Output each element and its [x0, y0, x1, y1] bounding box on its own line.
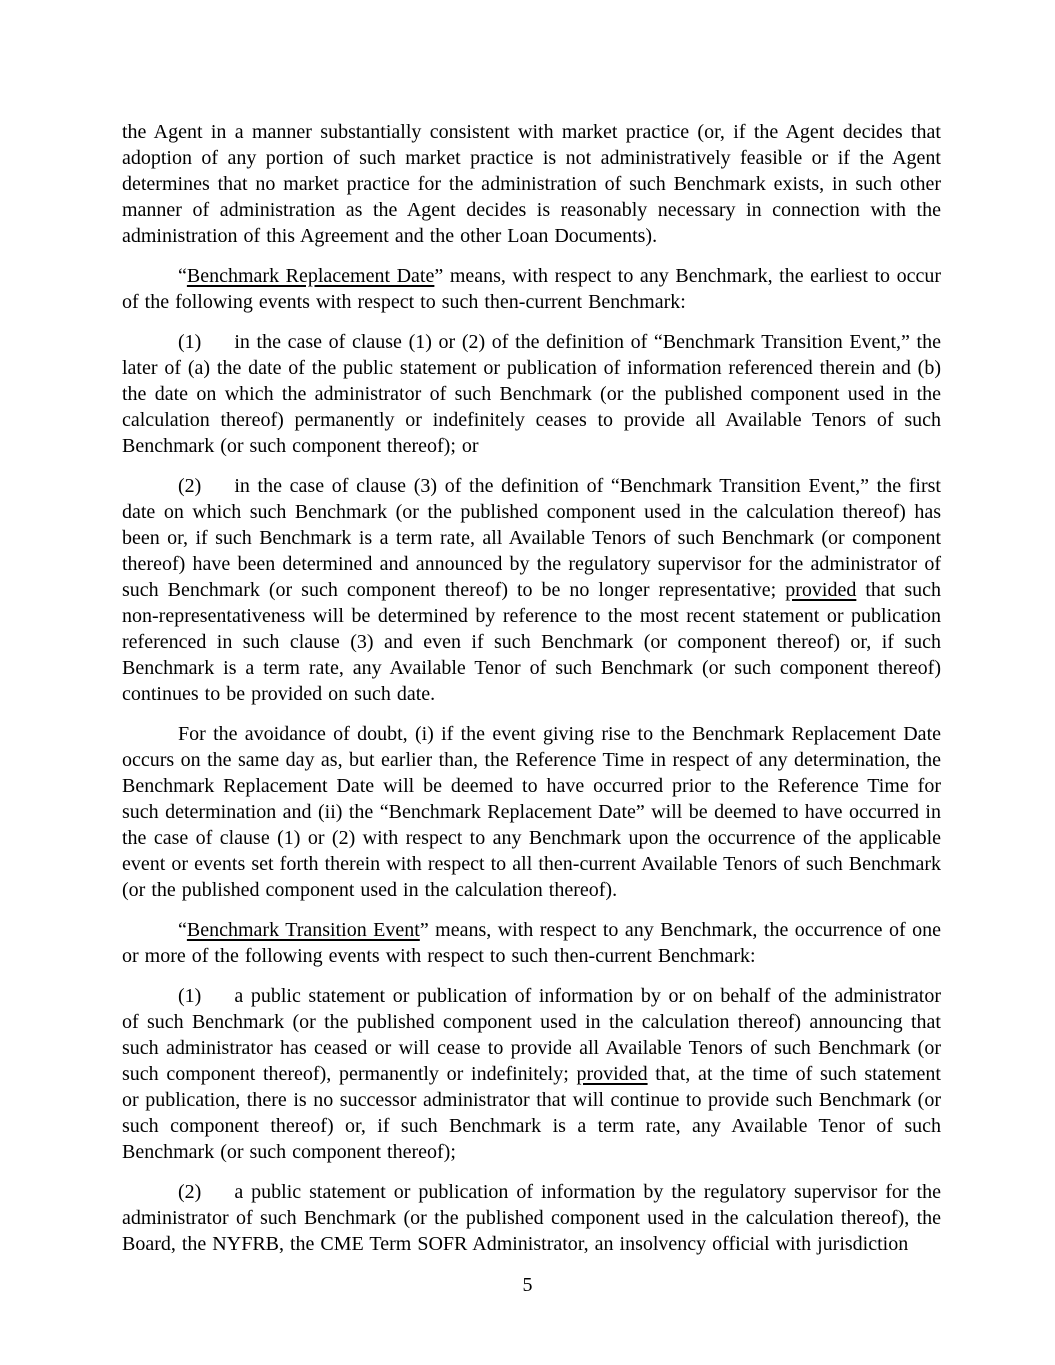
text-segment: the Agent in a manner substantially consistent with market practice (or, if the Agent decides that adoption of any portion of such market practice is not administratively feasible or if the Agent determines that no market practice for the administration of such Benchmark exists, in such other manner of administration as the Agent decides is reasonably necessary in connection with the administration of this Agreement and the other Loan Documents). [122, 121, 941, 247]
document-body [122, 119, 941, 1271]
paragraph [122, 263, 941, 315]
page-number: 5 [522, 1274, 533, 1296]
text-segment: that such non-representativeness will be determined by reference to the most recent statement or publication referenced in such clause (3) and even if such Benchmark (or component thereof) or, if such Benchmark is a term rate, any Available Tenor of such Benchmark (or such component thereof) continues to be provided on such date. [122, 579, 941, 705]
paragraph [122, 119, 941, 249]
numbered-paragraph [122, 473, 941, 707]
underlined-term: provided [785, 579, 857, 601]
paragraph [122, 917, 941, 969]
text-segment: in the case of clause (3) of the definition of “Benchmark Transition Event,” the first date on which such Benchmark (or the published component used in the calculation thereof) has been or, if such Benchmark is a term rate, all Available Tenors of such Benchmark (or component thereof) have been determined and announced by the regulatory supervisor for the administrator of such Benchmark (or such component thereof) to be no longer representative; [122, 475, 941, 601]
paragraph [122, 721, 941, 903]
text-segment: “ [178, 265, 187, 287]
text-segment: that, at the time of such statement or publication, there is no successor administrator that will continue to provide such Benchmark (or such component thereof) or, if such Benchmark is a term rate, any Available Tenor of such Benchmark (or such component thereof); [122, 1063, 941, 1163]
text-segment: For the avoidance of doubt, (i) if the event giving rise to the Benchmark Replacement Date occurs on the same day as, but earlier than, the Reference Time in respect of any determination, the Benchmark Replacement Date will be deemed to have occurred prior to the Reference Time for such determination and (ii) the “Benchmark Replacement Date” will be deemed to have occurred in the case of clause (1) or (2) with respect to any Benchmark upon the occurrence of the applicable event or events set forth therein with respect to all then-current Available Tenors of such Benchmark (or the published component used in the calculation thereof). [122, 723, 941, 901]
paragraph-number: (2) [178, 475, 202, 497]
text-segment: a public statement or publication of information by or on behalf of the administrator of such Benchmark (or the published component used in the calculation thereof) announcing that such administrator has ceased or will cease to provide all Available Tenors of such Benchmark (or such component thereof), permanently or indefinitely; [122, 985, 941, 1085]
numbered-paragraph [122, 1179, 941, 1257]
text-segment: ” means, with respect to any Benchmark, the earliest to occur of the following events with respect to such then-current Benchmark: [122, 265, 941, 313]
underlined-term: Benchmark Replacement Date [186, 265, 435, 287]
text-segment: “ [178, 919, 187, 941]
paragraph-number: (2) [178, 1181, 202, 1203]
underlined-term: Benchmark Transition Event [186, 919, 420, 941]
text-segment: ” means, with respect to any Benchmark, the occurrence of one or more of the following events with respect to such then-current Benchmark: [122, 919, 941, 967]
paragraph-number: (1) [178, 985, 202, 1007]
paragraph-number: (1) [178, 331, 202, 353]
underlined-term: provided [576, 1063, 648, 1085]
numbered-paragraph [122, 983, 941, 1165]
text-segment: in the case of clause (1) or (2) of the definition of “Benchmark Transition Event,” the later of (a) the date of the public statement or publication of information referenced therein and (b) the date on which the administrator of such Benchmark (or the published component used in the calculation thereof) permanently or indefinitely ceases to provide all Available Tenors of such Benchmark (or such component thereof); or [122, 331, 941, 457]
numbered-paragraph [122, 329, 941, 459]
text-segment: a public statement or publication of information by the regulatory supervisor for the administrator of such Benchmark (or the published component used in the calculation thereof), the Board, the NYFRB, the CME Term SOFR Administrator, an insolvency official with jurisdiction [122, 1181, 941, 1255]
